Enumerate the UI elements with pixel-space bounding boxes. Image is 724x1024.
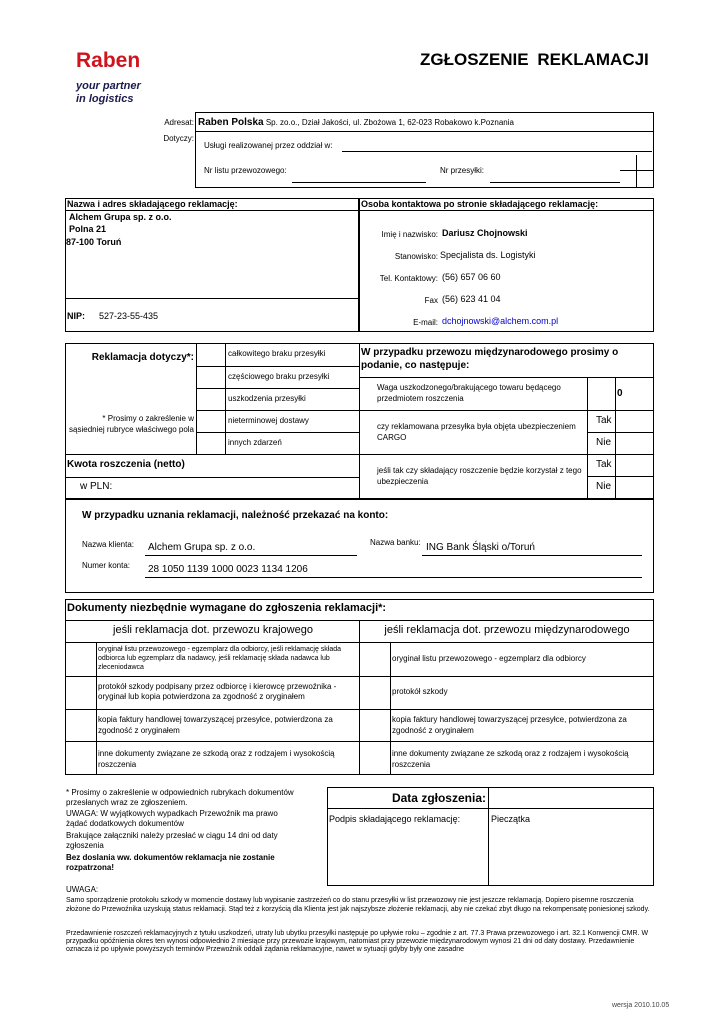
stamp-label: Pieczątka <box>491 814 531 824</box>
legal-text: Przedawnienie roszczeń reklamacyjnych z tytułu uszkodzeń, utraty lub ubytku przesyłki następuje po upływie roku – zgodnie z art. 77.3 Prawa przewozowego i art. 32.1 Konwencji CMR. W przypadku opóźnienia okres ten wynosi odpowiednio 2 miesiące przy przewozie krajowym, natomiast przy przewozie międzynarodowym wynosi 21 dni od daty dostawy. Przedawnienie oznacza iż po upływie powyższych terminów Przewoźnik oddali żądania reklamacyjne, nawet w sytuacji gdyby były one zasadne <box>66 930 649 953</box>
logo-tagline-2: in logistics <box>76 93 134 105</box>
contact-header: Osoba kontaktowa po stronie składającego reklamację: <box>361 199 599 209</box>
cargo-no[interactable]: Nie <box>596 437 612 448</box>
uwaga-text: Samo sporządzenie protokołu szkody w momencie dostawy lub wypisanie zastrzeżeń co do stanu przesyłki w list przewozowy nie jest jeszcze reklamacją. Dopiero pisemne roszczenia złożone do Przewoźnika uzyskują status reklamacji. Stąd też z korzyścią dla Klienta jest jak najszybsze złożenie reklamacji, aby nie czekać zbyt długo na rekompensatę poniesionej szkody. <box>66 897 650 913</box>
domestic-doc-4: inne dokumenty związane ze szkodą oraz z rodzajem i wysokością roszczenia <box>98 749 335 769</box>
bank-header: W przypadku uznania reklamacji, należność przekazać na konto: <box>82 510 389 521</box>
claim-option-3[interactable]: uszkodzenia przesyłki <box>228 394 306 403</box>
insurance-label: jeśli tak czy składający roszczenie będzie korzystał z tego ubezpieczenia <box>377 466 582 486</box>
claim-option-4[interactable]: nieterminowej dostawy <box>228 416 309 425</box>
claim-option-5[interactable]: innych zdarzeń <box>228 438 282 447</box>
contact-fax-label: Fax <box>424 296 438 305</box>
intl-doc-3: kopia faktury handlowej towarzyszącej przesyłce, potwierdzona za zgodność z oryginałem <box>392 715 627 735</box>
logo-tagline-1: your partner <box>76 80 141 92</box>
contact-phone-label: Tel. Kontaktowy: <box>379 274 438 283</box>
domestic-doc-1: oryginał listu przewozowego - egzemplarz dla odbiorcy, jeśli reklamację składa odbiorca lub egzemplarz dla nadawcy, jeśli reklamację składa nadawca lub zleceniodawca <box>98 646 342 671</box>
note-3: Brakujące załączniki należy przesłać w ciągu 14 dni od daty zgłoszenia <box>66 831 278 850</box>
adresat-value: Raben Polska Sp. zo.o., Dział Jakości, ul. Zbożowa 1, 62-023 Robakowo k.Poznania <box>198 117 514 128</box>
client-value[interactable]: Alchem Grupa sp. z o.o. <box>148 542 256 553</box>
contact-fax: (56) 623 41 04 <box>442 294 501 304</box>
bank-value[interactable]: ING Bank Śląski o/Toruń <box>426 542 535 553</box>
contact-position: Specjalista ds. Logistyki <box>440 250 536 260</box>
insurance-no[interactable]: Nie <box>596 481 612 492</box>
branch-label: Usługi realizowanej przez oddział w: <box>204 141 333 150</box>
cargo-yes[interactable]: Tak <box>596 415 612 426</box>
weight-value[interactable]: 0 <box>617 388 623 399</box>
domestic-header: jeśli reklamacja dot. przewozu krajowego <box>113 624 313 636</box>
adresat-label: Adresat: <box>164 118 194 127</box>
dotyczy-label: Dotyczy: <box>163 134 194 143</box>
claim-option-1[interactable]: całkowitego braku przesyłki <box>228 349 326 358</box>
intl-docs-header: jeśli reklamacja dot. przewozu międzynarodowego <box>384 624 630 636</box>
contact-phone: (56) 657 06 60 <box>442 272 501 282</box>
claimant-street: Polna 21 <box>69 224 107 234</box>
contact-box <box>359 198 654 332</box>
contact-position-label: Stanowisko: <box>394 252 438 261</box>
nip-label: NIP: <box>67 311 85 321</box>
documents-header: Dokumenty niezbędnie wymagane do zgłoszenia reklamacji*: <box>67 602 387 614</box>
contact-email[interactable]: dchojnowski@alchem.com.pl <box>442 316 559 326</box>
uwaga-title: UWAGA: <box>66 885 99 894</box>
amount-label: Kwota roszczenia (netto) <box>67 459 185 470</box>
claimant-city: 87-100 Toruń <box>66 237 122 247</box>
claim-option-2[interactable]: częściowego braku przesyłki <box>228 372 330 381</box>
sign-label: Podpis składającego reklamację: <box>329 814 461 824</box>
insurance-yes[interactable]: Tak <box>596 459 612 470</box>
intl-doc-4: inne dokumenty związane ze szkodą oraz z rodzajem i wysokością roszczenia <box>392 749 629 769</box>
account-value[interactable]: 28 1050 1139 1000 0023 1134 1206 <box>148 564 308 575</box>
bank-label: Nazwa banku: <box>370 538 421 547</box>
weight-label: Waga uszkodzonego/brakującego towaru będącego przedmiotem roszczenia <box>377 383 561 403</box>
contact-name: Dariusz Chojnowski <box>442 228 528 238</box>
domestic-doc-3: kopia faktury handlowej towarzyszącej przesyłce, potwierdzona za zgodność z oryginałem <box>98 715 333 735</box>
version: wersja 2010.10.05 <box>612 1002 670 1009</box>
claim-note: * Prosimy o zakreślenie w sąsiedniej rubryce właściwego pola <box>69 414 194 434</box>
cargo-label: czy reklamowana przesyłka była objęta ubezpieczeniem CARGO <box>377 422 576 442</box>
account-label: Numer konta: <box>82 561 131 570</box>
nip-value: 527-23-55-435 <box>99 311 159 321</box>
note-4: Bez doslania ww. dokumentów reklamacja nie zostanie rozpatrzona! <box>66 853 275 872</box>
claim-label: Reklamacja dotyczy*: <box>91 352 194 363</box>
intl-doc-2: protokół szkody <box>392 687 448 696</box>
raben-logo: Raben <box>76 49 141 72</box>
date-label: Data zgłoszenia: <box>391 791 486 805</box>
shipment-label: Nr przesyłki: <box>440 166 485 175</box>
page-title: ZGŁOSZENIE REKLAMACJI <box>420 50 649 69</box>
waybill-label: Nr listu przewozowego: <box>204 166 287 175</box>
currency-label: w PLN: <box>80 481 113 492</box>
intl-header: W przypadku przewozu międzynarodowego prosimy o podanie, co następuje: <box>361 347 619 371</box>
note-2: UWAGA: W wyjątkowych wypadkach Przewoźnik ma prawo żądać dodatkowych dokumentów <box>66 809 278 828</box>
note-1: * Prosimy o zakreślenie w odpowiednich rubrykach dokumentów przesłanych wraz ze zgłoszeniem. <box>66 788 294 807</box>
claimant-header: Nazwa i adres składającego reklamację: <box>67 199 238 209</box>
claimant-name: Alchem Grupa sp. z o.o. <box>69 212 172 222</box>
domestic-doc-2: protokół szkody podpisany przez odbiorcę i kierowcę przewoźnika - oryginał lub kopia potwierdzona za zgodność z oryginałem <box>98 682 337 701</box>
contact-email-label: E-mail: <box>413 318 438 327</box>
client-label: Nazwa klienta: <box>82 540 135 549</box>
intl-doc-1: oryginał listu przewozowego - egzemplarz dla odbiorcy <box>392 654 586 663</box>
contact-name-label: Imię i nazwisko: <box>381 230 438 239</box>
